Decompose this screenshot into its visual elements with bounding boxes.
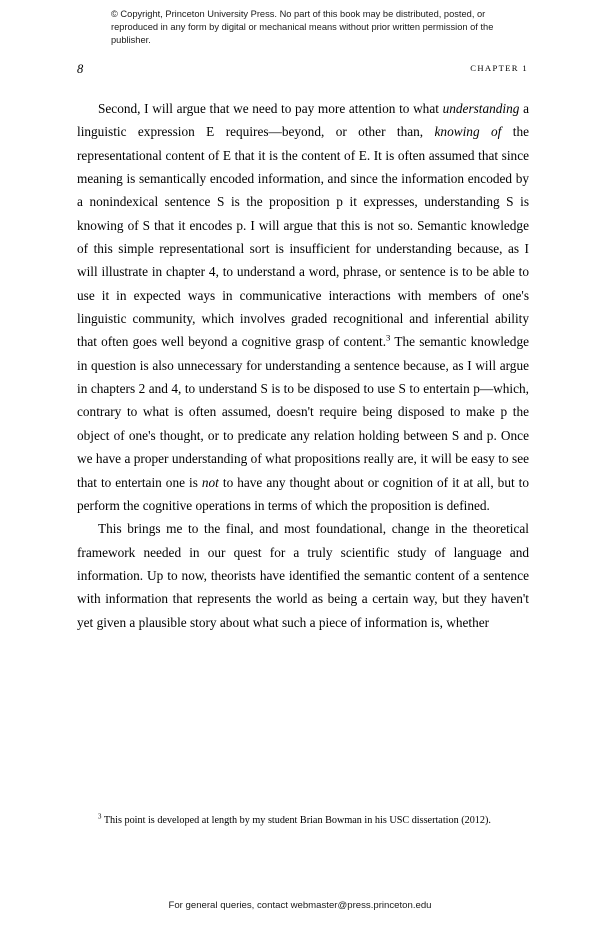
page-footer: For general queries, contact webmaster@press.princeton.edu xyxy=(168,900,432,911)
running-head xyxy=(77,62,528,76)
page-number: 8 xyxy=(77,62,84,76)
footnote-reference-3[interactable]: 3 xyxy=(386,333,391,344)
emphasis-not: not xyxy=(201,474,219,490)
footnote-text: This point is developed at length by my student Brian Bowman in his USC dissertation (2012). xyxy=(101,815,491,826)
emphasis-knowing-of: knowing of xyxy=(434,124,502,140)
paragraph-1-segment-4: The semantic knowledge in question is also unnecessary for understanding a sentence because, as I will argue in chapters 2 and 4, to understand S is to be disposed to use S to entertain p—which, contrary to what is often assumed, doesn't require being disposed to make p the object of one's thought, or to predicate any relation holding between S and p. Once we have a proper understanding of what propositions really are, it will be easy to see that to entertain one is xyxy=(77,334,529,490)
paragraph-2: This brings me to the final, and most foundational, change in the theoretical framework needed in our quest for a truly scientific study of language and information. Up to now, theorists have identified the semantic content of a sentence with information that represents the world as being a certain way, but they haven't yet given a plausible story about what such a piece of information is, whether xyxy=(77,521,529,630)
copyright-notice: © Copyright, Princeton University Press. No part of this book may be distributed, posted, or reproduced in any form by digital or mechanical means without prior written permission of the publisher. xyxy=(111,9,494,46)
paragraph-1-segment-2: a linguistic expression E requires—beyond, or other than, xyxy=(77,101,529,140)
paragraph-1-segment-5: to have any thought about or cognition of it at all, but to perform the cognitive operations in terms of which the proposition is defined. xyxy=(77,474,530,513)
footnote-3 xyxy=(77,813,529,828)
footnote-marker: 3 xyxy=(98,813,102,821)
body-text xyxy=(77,97,529,634)
emphasis-understanding: understanding xyxy=(442,101,520,116)
chapter-label: CHAPTER 1 xyxy=(470,63,528,73)
paragraph-1-segment-3: the representational content of E that it is the content of E. It is often assumed that since meaning is semantically encoded information, and since the information encoded by a nonindexical sentence S is the proposition p it expresses, understanding S is knowing of S that it encodes p. I will argue that this is not so. Semantic knowledge of this simple representational sort is insufficient for understanding because, as I will illustrate in chapter 4, to understand a word, phrase, or sentence is to be able to use it in expected ways in communicative interactions with members of one's linguistic community, which involves graded recognitional and inferential ability that often goes well beyond a cognitive grasp of content. xyxy=(77,124,529,350)
paragraph-1-segment-1: Second, I will argue that we need to pay more attention to what xyxy=(98,101,443,116)
paragraph-1 xyxy=(77,97,529,517)
